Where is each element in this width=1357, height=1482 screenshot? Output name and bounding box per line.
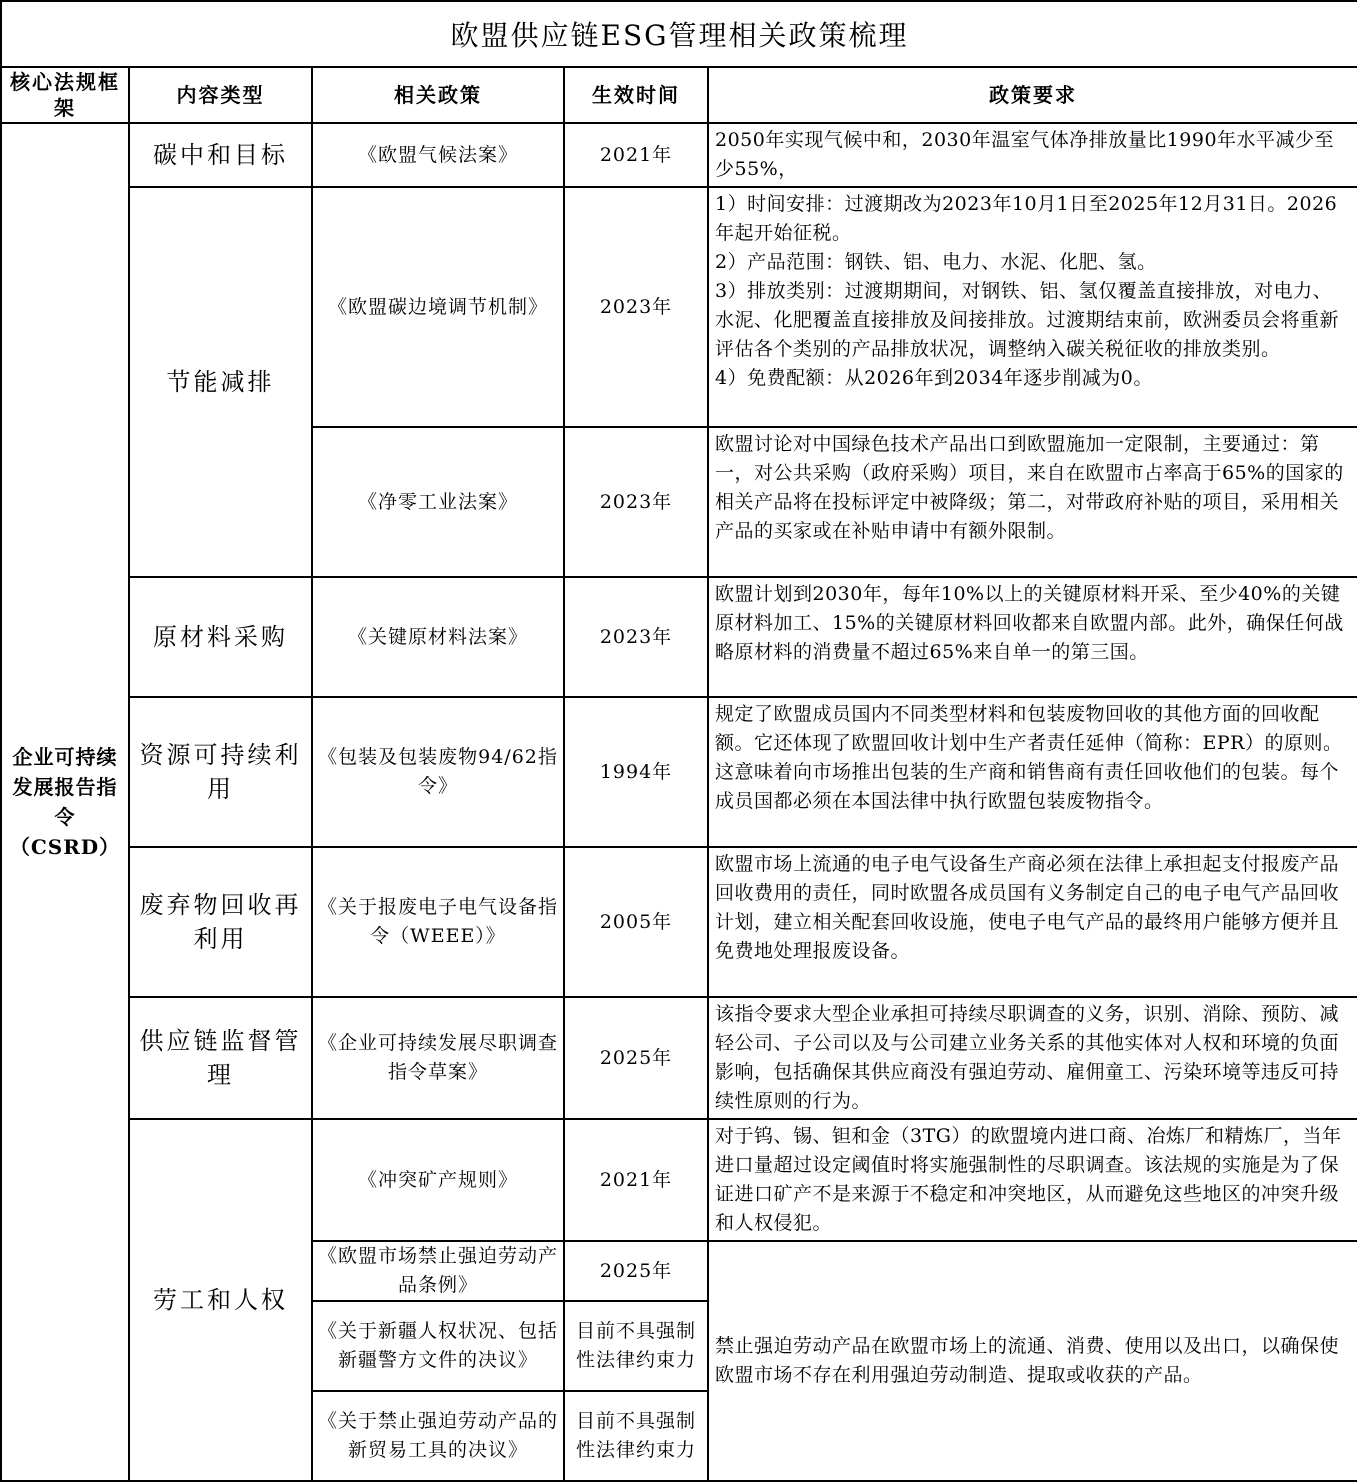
policy-cell: 《关于新疆人权状况、包括新疆警方文件的决议》 (312, 1301, 564, 1391)
table-row (1, 847, 1357, 997)
policy-cell: 《关于报废电子电气设备指令（WEEE）》 (312, 847, 564, 997)
policy-cell: 《关键原材料法案》 (312, 577, 564, 697)
category-cell: 原材料采购 (129, 577, 312, 697)
policy-cell: 《关于禁止强迫劳动产品的新贸易工具的决议》 (312, 1391, 564, 1481)
requirement-cell: 对于钨、锡、钽和金（3TG）的欧盟境内进口商、冶炼厂和精炼厂，当年进口量超过设定阈值时将实施强制性的尽职调查。该法规的实施是为了保证进口矿产不是来源于不稳定和冲突地区，从而避免这些地区的冲突升级和人权侵犯。 (708, 1119, 1357, 1241)
requirement-cell: 欧盟计划到2030年，每年10%以上的关键原材料开采、至少40%的关键原材料加工、15%的关键原材料回收都来自欧盟内部。此外，确保任何战略原材料的消费量不超过65%来自单一的第三国。 (708, 577, 1357, 697)
header-framework: 核心法规框架 (1, 67, 129, 123)
effective-cell: 2021年 (564, 1119, 708, 1241)
table-row (1, 997, 1357, 1119)
requirement-line: 1）时间安排：过渡期改为2023年10月1日至2025年12月31日。2026年起开始征税。 (715, 193, 1338, 244)
category-cell: 废弃物回收再利用 (129, 847, 312, 997)
table-row (1, 1119, 1357, 1241)
category-cell: 节能减排 (129, 187, 312, 577)
requirement-line: 2）产品范围：钢铁、铝、电力、水泥、化肥、氢。 (715, 251, 1157, 273)
framework-cell: 企业可持续发展报告指令（CSRD） (1, 123, 129, 1481)
category-cell: 劳工和人权 (129, 1119, 312, 1481)
table-row (1, 187, 1357, 427)
requirement-cell: 欧盟讨论对中国绿色技术产品出口到欧盟施加一定限制，主要通过：第一，对公共采购（政府采购）项目，来自在欧盟市占率高于65%的国家的相关产品将在投标评定中被降级；第二，对带政府补贴的项目，采用相关产品的买家或在补贴申请中有额外限制。 (708, 427, 1357, 577)
effective-cell: 2021年 (564, 123, 708, 187)
policy-cell: 《包装及包装废物94/62指令》 (312, 697, 564, 847)
table-row (1, 577, 1357, 697)
requirement-cell (708, 187, 1357, 427)
header-row (1, 67, 1357, 123)
category-cell: 碳中和目标 (129, 123, 312, 187)
policy-cell: 《欧盟气候法案》 (312, 123, 564, 187)
requirement-line: 4）免费配额：从2026年到2034年逐步削减为0。 (715, 367, 1153, 389)
requirement-line: 3）排放类别：过渡期期间，对钢铁、铝、氢仅覆盖直接排放，对电力、水泥、化肥覆盖直接排放及间接排放。过渡期结束前，欧洲委员会将重新评估各个类别的产品排放状况，调整纳入碳关税征收的排放类别。 (715, 280, 1340, 360)
effective-cell: 2023年 (564, 187, 708, 427)
title-row (1, 1, 1357, 67)
category-cell: 供应链监督管理 (129, 997, 312, 1119)
policy-cell: 《欧盟市场禁止强迫劳动产品条例》 (312, 1241, 564, 1301)
effective-cell: 2025年 (564, 1241, 708, 1301)
requirement-cell: 禁止强迫劳动产品在欧盟市场上的流通、消费、使用以及出口，以确保使欧盟市场不存在利用强迫劳动制造、提取或收获的产品。 (708, 1241, 1357, 1481)
policy-cell: 《净零工业法案》 (312, 427, 564, 577)
policy-cell: 《冲突矿产规则》 (312, 1119, 564, 1241)
header-effective: 生效时间 (564, 67, 708, 123)
requirement-cell: 欧盟市场上流通的电子电气设备生产商必须在法律上承担起支付报废产品回收费用的责任，同时欧盟各成员国有义务制定自己的电子电气产品回收计划，建立相关配套回收设施，使电子电气产品的最终用户能够方便并且免费地处理报废设备。 (708, 847, 1357, 997)
header-requirement: 政策要求 (708, 67, 1357, 123)
requirement-cell: 该指令要求大型企业承担可持续尽职调查的义务，识别、消除、预防、减轻公司、子公司以及与公司建立业务关系的其他实体对人权和环境的负面影响，包括确保其供应商没有强迫劳动、雇佣童工、污染环境等违反可持续性原则的行为。 (708, 997, 1357, 1119)
effective-cell: 目前不具强制性法律约束力 (564, 1301, 708, 1391)
effective-cell: 1994年 (564, 697, 708, 847)
policy-cell: 《欧盟碳边境调节机制》 (312, 187, 564, 427)
table-title: 欧盟供应链ESG管理相关政策梳理 (1, 1, 1357, 67)
header-policy: 相关政策 (312, 67, 564, 123)
effective-cell: 2023年 (564, 427, 708, 577)
header-content-type: 内容类型 (129, 67, 312, 123)
policy-cell: 《企业可持续发展尽职调查指令草案》 (312, 997, 564, 1119)
effective-cell: 2023年 (564, 577, 708, 697)
requirement-cell: 规定了欧盟成员国内不同类型材料和包装废物回收的其他方面的回收配额。它还体现了欧盟回收计划中生产者责任延伸（简称：EPR）的原则。这意味着向市场推出包装的生产商和销售商有责任回收他们的包装。每个成员国都必须在本国法律中执行欧盟包装废物指令。 (708, 697, 1357, 847)
effective-cell: 2005年 (564, 847, 708, 997)
category-cell: 资源可持续利用 (129, 697, 312, 847)
table-row (1, 123, 1357, 187)
table-row (1, 697, 1357, 847)
effective-cell: 目前不具强制性法律约束力 (564, 1391, 708, 1481)
effective-cell: 2025年 (564, 997, 708, 1119)
requirement-cell: 2050年实现气候中和，2030年温室气体净排放量比1990年水平减少至少55%， (708, 123, 1357, 187)
